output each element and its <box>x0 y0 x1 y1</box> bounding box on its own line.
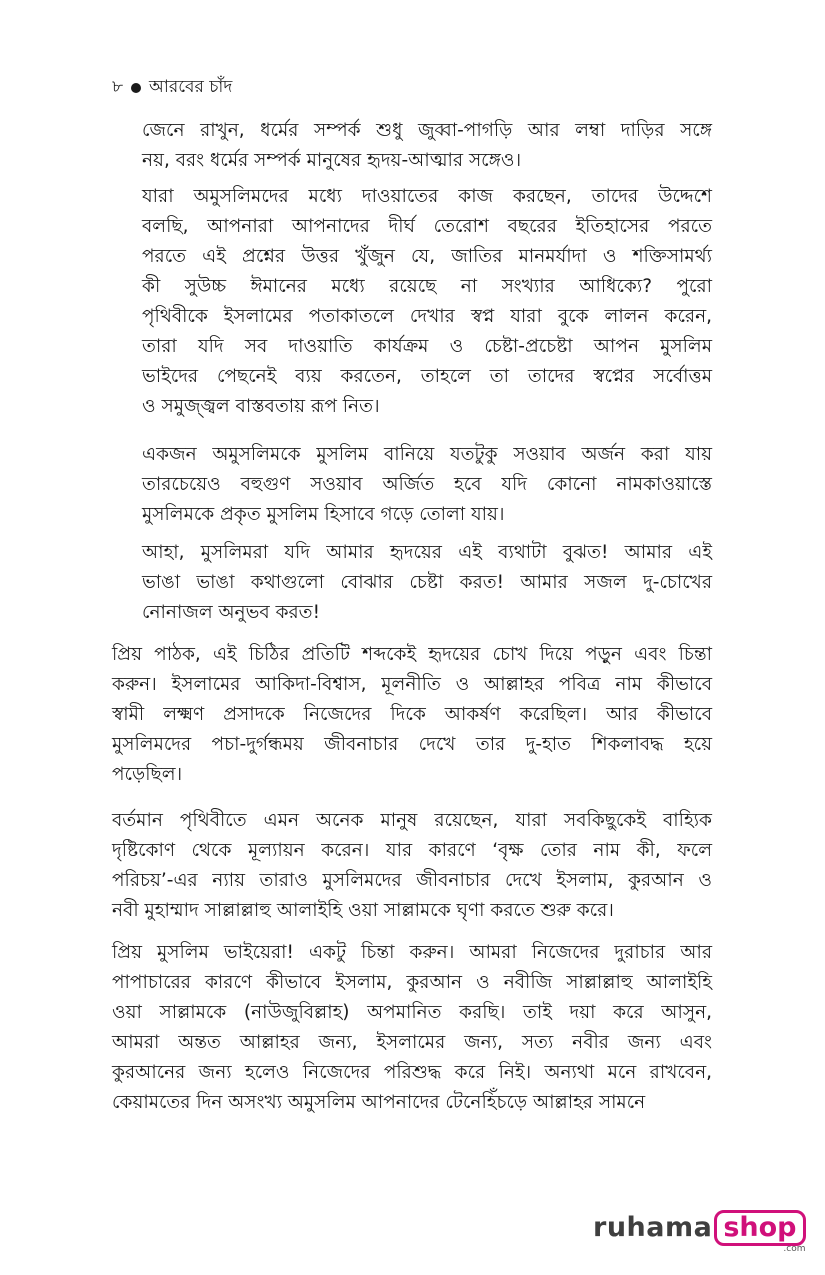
quote-paragraph-3 <box>142 440 712 530</box>
logo-text-shop: shop <box>714 1210 805 1246</box>
text-line: ভাইদের পেছনেই ব্যয় করতেন, তাহলে তা তাদের স্বপ্নের সর্বোত্তম <box>142 366 712 387</box>
body-paragraph-1 <box>112 640 712 790</box>
text-line: কুরআনের জন্য হলেও নিজেদের পরিশুদ্ধ করে নিই। অন্যথা মনে রাখবেন, <box>112 1062 712 1083</box>
body-paragraph-2 <box>112 806 712 926</box>
text-line: একজন অমুসলিমকে মুসলিম বানিয়ে যতটুকু সওয়াব অর্জন করা যায় <box>142 444 712 465</box>
text-line: করুন। ইসলামের আকিদা-বিশ্বাস, মূলনীতি ও আল্লাহর পবিত্র নাম কীভাবে <box>112 674 712 695</box>
ruhamashop-logo <box>593 1210 806 1254</box>
text-line: পরিচয়’-এর ন্যায় তারাও মুসলিমদের জীবনাচার দেখে ইসলাম, কুরআন ও <box>112 870 712 891</box>
text-line: বর্তমান পৃথিবীতে এমন অনেক মানুষ রয়েছেন, যারা সবকিছুকেই বাহ্যিক <box>112 810 712 831</box>
text-line: পড়েছিল। <box>112 764 183 785</box>
text-line: প্রিয় মুসলিম ভাইয়েরা! একটু চিন্তা করুন। আমরা নিজেদের দুরাচার আর <box>112 942 712 963</box>
text-line: ভাঙা ভাঙা কথাগুলো বোঝার চেষ্টা করত! আমার সজল দু-চোখের <box>142 572 712 593</box>
text-line: পরতে এই প্রশ্নের উত্তর খুঁজুন যে, জাতির মানমর্যাদা ও শক্তিসামর্থ্য <box>142 246 712 267</box>
logo-text-ruhama: ruhama <box>593 1212 713 1243</box>
body-paragraph-3 <box>112 938 712 1118</box>
text-line: স্বামী লক্ষ্মণ প্রসাদকে নিজেদের দিকে আকর্ষণ করেছিল। আর কীভাবে <box>112 704 712 725</box>
text-line: নবী মুহাম্মাদ সাল্লাল্লাহু আলাইহি ওয়া সাল্লামকে ঘৃণা করতে শুরু করে। <box>112 900 614 921</box>
text-line: মুসলিমকে প্রকৃত মুসলিম হিসাবে গড়ে তোলা যায়। <box>142 504 505 525</box>
text-line: আমরা অন্তত আল্লাহর জন্য, ইসলামের জন্য, সত্য নবীর জন্য এবং <box>112 1032 712 1053</box>
text-line: ওয়া সাল্লামকে (নাউজুবিল্লাহ) অপমানিত করছি। তাই দয়া করে আসুন, <box>112 1002 712 1023</box>
text-line: মুসলিমদের পচা-দুর্গন্ধময় জীবনাচার দেখে তার দু-হাত শিকলাবদ্ধ হয়ে <box>112 734 712 755</box>
quote-paragraph-1 <box>142 116 712 176</box>
text-line: পাপাচারের কারণে কীভাবে ইসলাম, কুরআন ও নবীজি সাল্লাল্লাহু আলাইহি <box>112 972 712 993</box>
page-number: ৮ <box>112 77 124 97</box>
logo-text-com: .com <box>783 1244 806 1254</box>
bullet-dot-icon <box>131 83 141 93</box>
text-line: তারা যদি সব দাওয়াতি কার্যক্রম ও চেষ্টা-প্রচেষ্টা আপন মুসলিম <box>142 336 712 357</box>
text-line: কেয়ামতের দিন অসংখ্য অমুসলিম আপনাদের টেনেহিঁচড়ে আল্লাহর সামনে <box>112 1092 646 1113</box>
text-line: ও সমুজ্জ্বল বাস্তবতায় রূপ নিত। <box>142 396 380 417</box>
text-line: নয়, বরং ধর্মের সম্পর্ক মানুষের হৃদয়-আত্মার সঙ্গেও। <box>142 150 522 171</box>
text-line: কী সুউচ্চ ঈমানের মধ্যে রয়েছে না সংখ্যার আধিক্যে? পুরো <box>142 276 712 297</box>
quote-paragraph-2 <box>142 182 712 422</box>
text-line: আহা, মুসলিমরা যদি আমার হৃদয়ের এই ব্যথাটা বুঝত! আমার এই <box>142 542 712 563</box>
text-line: যারা অমুসলিমদের মধ্যে দাওয়াতের কাজ করছেন, তাদের উদ্দেশে <box>142 186 712 207</box>
text-line: পৃথিবীকে ইসলামের পতাকাতলে দেখার স্বপ্ন যারা বুকে লালন করেন, <box>142 306 712 327</box>
book-title: আরবের চাঁদ <box>149 77 233 97</box>
text-line: তারচেয়েও বহুগুণ সওয়াব অর্জিত হবে যদি কোনো নামকাওয়াস্তে <box>142 474 712 495</box>
text-line: বলছি, আপনারা আপনাদের দীর্ঘ তেরোশ বছরের ইতিহাসের পরতে <box>142 216 712 237</box>
text-line: নোনাজল অনুভব করত! <box>142 602 320 623</box>
text-line: জেনে রাখুন, ধর্মের সম্পর্ক শুধু জুব্বা-পাগড়ি আর লম্বা দাড়ির সঙ্গে <box>142 120 712 141</box>
quote-paragraph-4 <box>142 538 712 628</box>
running-header <box>112 74 232 102</box>
text-line: দৃষ্টিকোণ থেকে মূল্যায়ন করেন। যার কারণে ‘বৃক্ষ তোর নাম কী, ফলে <box>112 840 712 861</box>
text-line: প্রিয় পাঠক, এই চিঠির প্রতিটি শব্দকেই হৃদয়ের চোখ দিয়ে পড়ুন এবং চিন্তা <box>112 644 712 665</box>
